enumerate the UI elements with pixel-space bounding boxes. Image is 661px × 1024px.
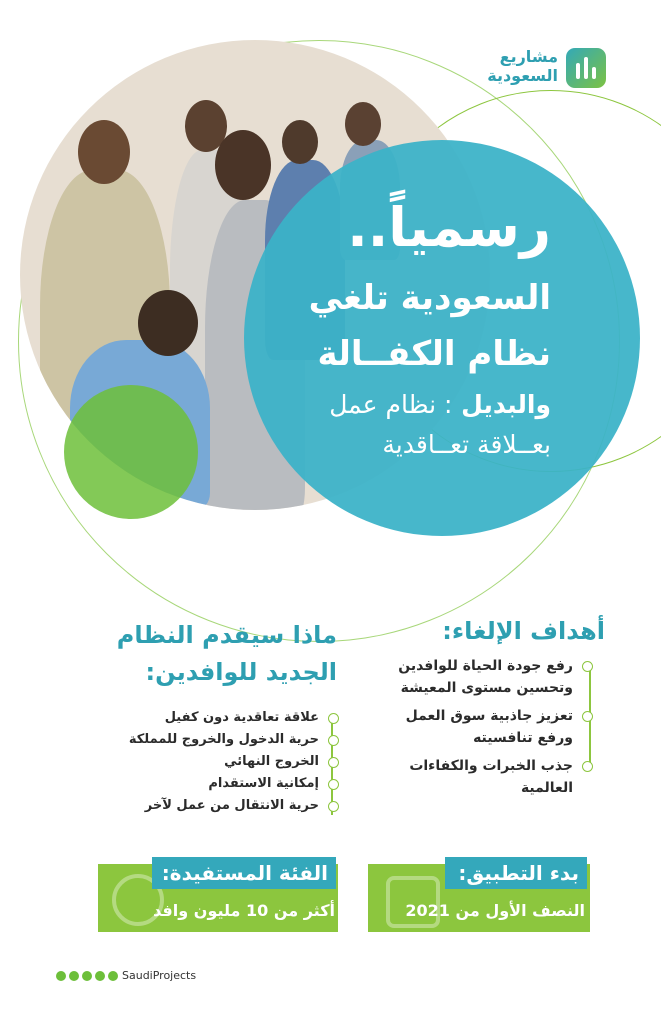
goal-item: تعزيز جاذبية سوق العمل ورفع تنافسيته <box>398 705 593 749</box>
instagram-icon[interactable] <box>108 971 118 981</box>
offer-item: إمكانية الاستقدام <box>129 773 339 795</box>
offer-item: الخروج النهائي <box>129 751 339 773</box>
bullet-circle-icon <box>328 735 339 746</box>
person-head <box>282 120 318 164</box>
bullet-circle-icon <box>582 711 593 722</box>
offer-item: حرية الدخول والخروج للمملكة <box>129 729 339 751</box>
headline-line-1: رسمياً.. <box>347 196 551 259</box>
social-handle[interactable]: SaudiProjects <box>122 969 197 982</box>
green-accent-circle <box>64 385 198 519</box>
offers-title-line-2: الجديد للوافدين: <box>145 658 337 686</box>
offers-title-line-1: ماذا سيقدم النظام <box>116 621 337 649</box>
beneficiaries-label: الفئة المستفيدة: <box>152 857 336 889</box>
bullet-circle-icon <box>328 801 339 812</box>
headline-alternative-text: : نظام عمل <box>329 390 453 419</box>
goal-item: رفع جودة الحياة للوافدين وتحسين مستوى المعيشة <box>398 655 593 699</box>
headline-line-4 <box>329 388 551 422</box>
person-head <box>138 290 198 356</box>
start-date-label: بدء التطبيق: <box>445 857 587 889</box>
person-head <box>215 130 271 200</box>
brand-name-line-2: السعودية <box>487 66 558 85</box>
person-head <box>78 120 130 184</box>
bullet-circle-icon <box>582 761 593 772</box>
headline-alternative-label: والبديل <box>461 390 551 419</box>
snapchat-icon[interactable] <box>56 971 66 981</box>
goals-list <box>398 655 593 799</box>
brand-logo-icon <box>566 48 606 88</box>
bullet-circle-icon <box>328 779 339 790</box>
headline-line-5: بعــلاقة تعــاقدية <box>382 430 551 459</box>
offer-item: حرية الانتقال من عمل لآخر <box>129 795 339 817</box>
headline-line-3: نظام الكفــالة <box>317 334 551 374</box>
brand-name-line-1: مشاريع <box>499 47 558 66</box>
goal-item: جذب الخبرات والكفاءات العالمية <box>398 755 593 799</box>
goals-title: أهداف الإلغاء: <box>442 617 605 645</box>
beneficiaries-value: أكثر من 10 مليون وافد <box>153 901 335 920</box>
twitter-icon[interactable] <box>82 971 92 981</box>
bullet-circle-icon <box>328 713 339 724</box>
offers-list <box>129 707 339 817</box>
facebook-icon[interactable] <box>95 971 105 981</box>
person-head <box>345 102 381 146</box>
offer-item: علاقة تعاقدية دون كفيل <box>129 707 339 729</box>
youtube-icon[interactable] <box>69 971 79 981</box>
bullet-circle-icon <box>582 661 593 672</box>
headline-line-2: السعودية تلغي <box>308 278 551 318</box>
start-date-value: النصف الأول من 2021 <box>405 901 585 920</box>
bullet-circle-icon <box>328 757 339 768</box>
